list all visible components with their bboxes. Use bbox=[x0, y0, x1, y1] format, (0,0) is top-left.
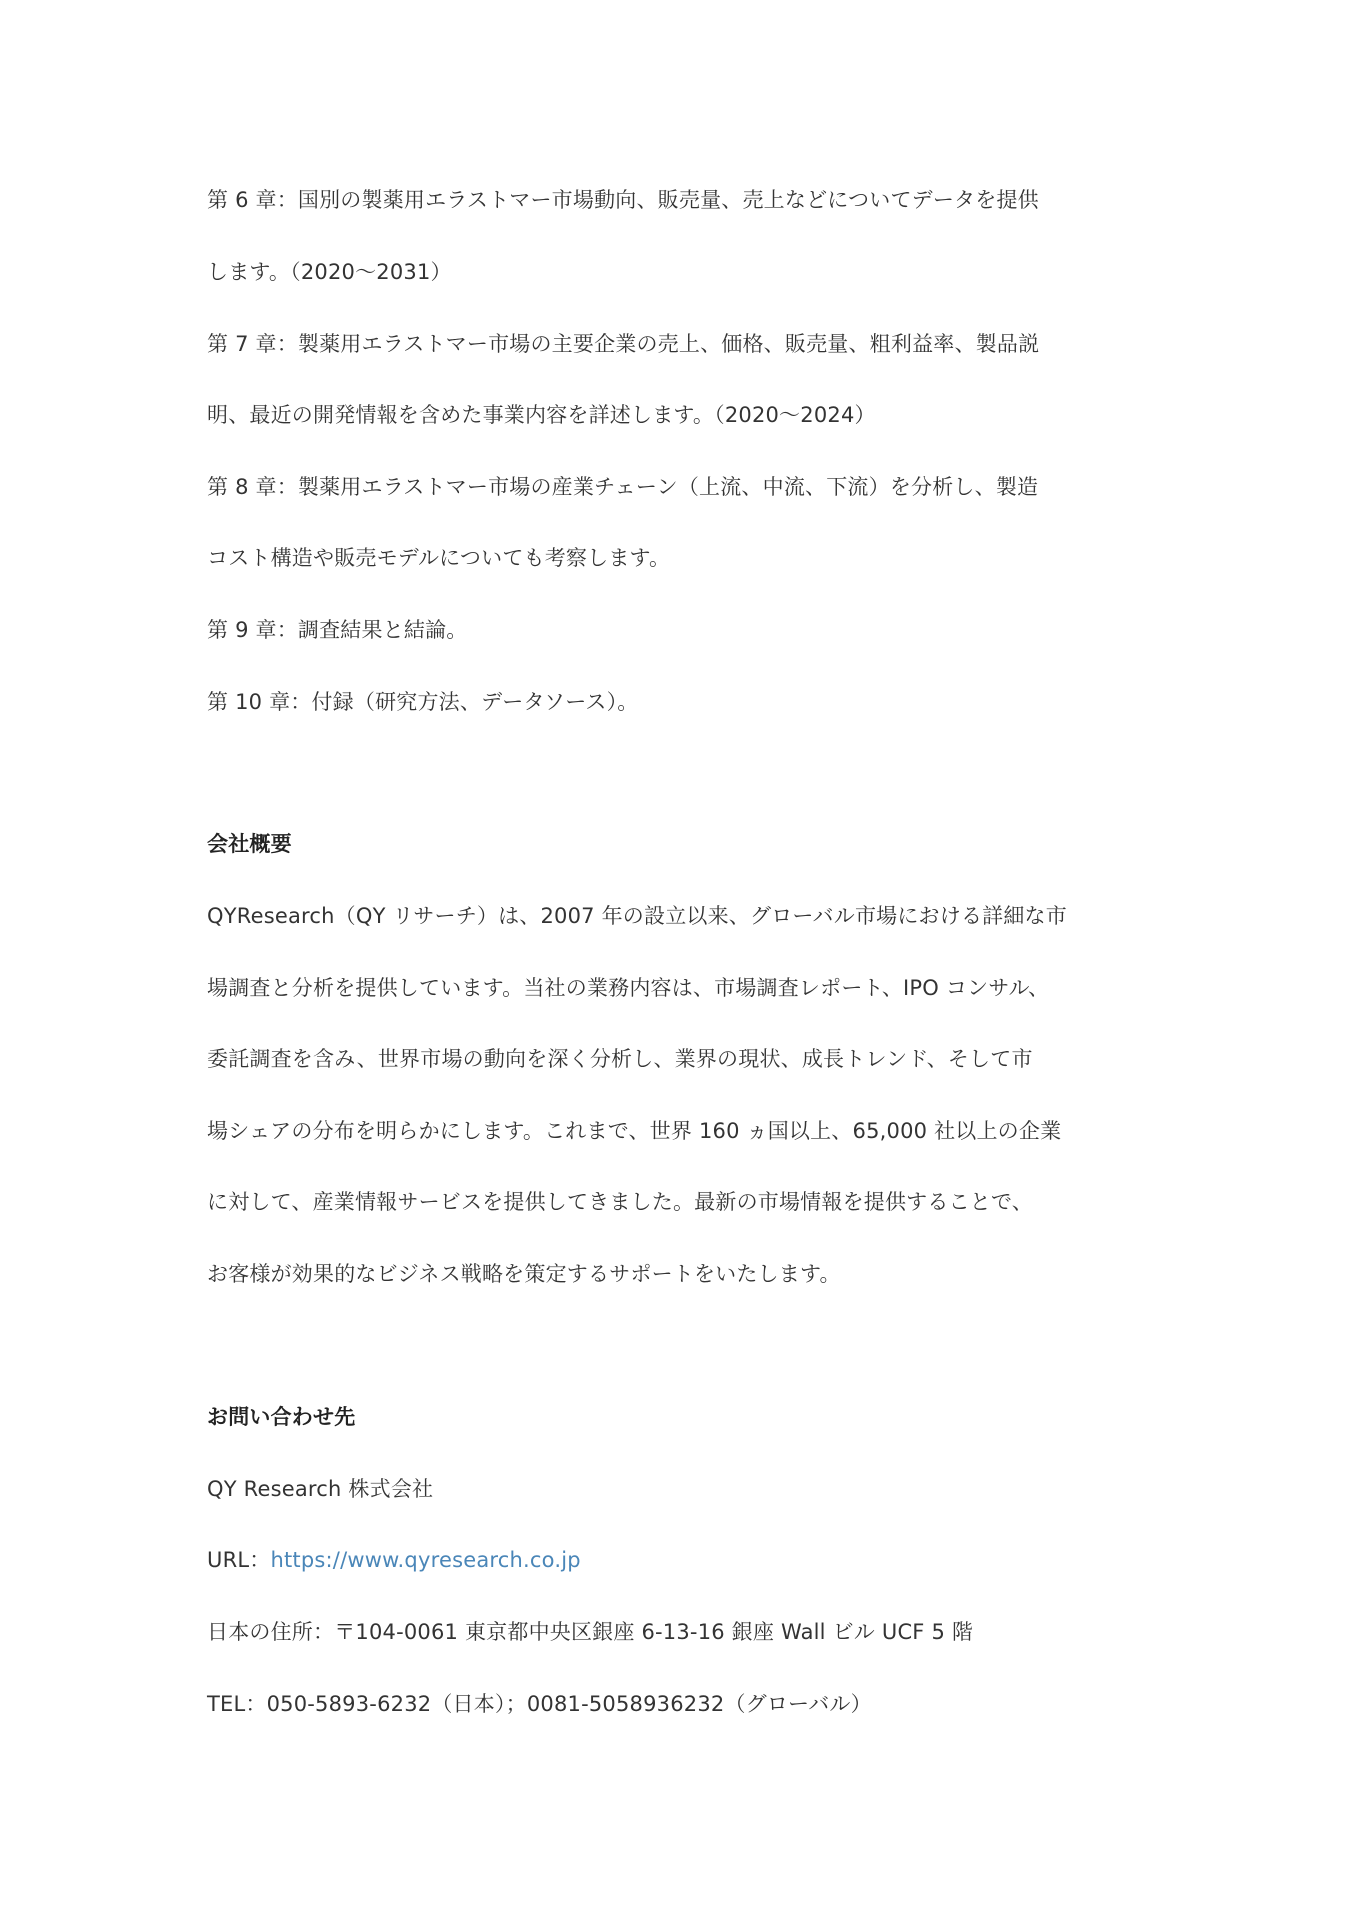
chapter-6-line-2: します。（2020～2031） bbox=[207, 260, 452, 284]
chapter-6-line-1: 第 6 章：国別の製薬用エラストマー市場動向、販売量、売上などについてデータを提供 bbox=[207, 188, 1039, 212]
company-overview-line: 場調査と分析を提供しています。当社の業務内容は、市場調査レポート、IPO コンサル、 bbox=[207, 976, 1050, 1000]
company-overview-line: QYResearch（QY リサーチ）は、2007 年の設立以来、グローバル市場における詳細な市 bbox=[207, 904, 1067, 928]
contact-url-row bbox=[207, 1546, 1167, 1574]
website-link[interactable]: https://www.qyresearch.co.jp bbox=[270, 1548, 581, 1572]
url-label: URL： bbox=[207, 1548, 271, 1572]
company-overview-line: お客様が効果的なビジネス戦略を策定するサポートをいたします。 bbox=[207, 1262, 841, 1286]
company-overview-line: に対して、産業情報サービスを提供してきました。最新の市場情報を提供することで、 bbox=[207, 1190, 1033, 1214]
company-overview-heading: 会社概要 bbox=[207, 832, 292, 856]
chapter-7-line-1: 第 7 章：製薬用エラストマー市場の主要企業の売上、価格、販売量、粗利益率、製品説 bbox=[207, 332, 1040, 356]
chapter-7-line-2: 明、最近の開発情報を含めた事業内容を詳述します。（2020～2024） bbox=[207, 403, 876, 427]
contact-address: 日本の住所：〒104-0061 東京都中央区銀座 6-13-16 銀座 Wall ビル UCF 5 階 bbox=[207, 1620, 974, 1644]
chapter-9: 第 9 章：調査結果と結論。 bbox=[207, 618, 468, 642]
contact-tel: TEL：050-5893-6232（日本）；0081-5058936232（グローバル） bbox=[207, 1692, 872, 1716]
chapter-10: 第 10 章：付録（研究方法、データソース）。 bbox=[207, 690, 639, 714]
contact-heading: お問い合わせ先 bbox=[207, 1405, 356, 1429]
chapter-8-line-1: 第 8 章：製薬用エラストマー市場の産業チェーン（上流、中流、下流）を分析し、製造 bbox=[207, 475, 1039, 499]
company-overview-line: 場シェアの分布を明らかにします。これまで、世界 160 ヵ国以上、65,000 社以上の企業 bbox=[207, 1119, 1062, 1143]
contact-company-name: QY Research 株式会社 bbox=[207, 1477, 434, 1501]
company-overview-line: 委託調査を含み、世界市場の動向を深く分析し、業界の現状、成長トレンド、そして市 bbox=[207, 1047, 1033, 1071]
chapter-8-line-2: コスト構造や販売モデルについても考察します。 bbox=[207, 546, 671, 570]
